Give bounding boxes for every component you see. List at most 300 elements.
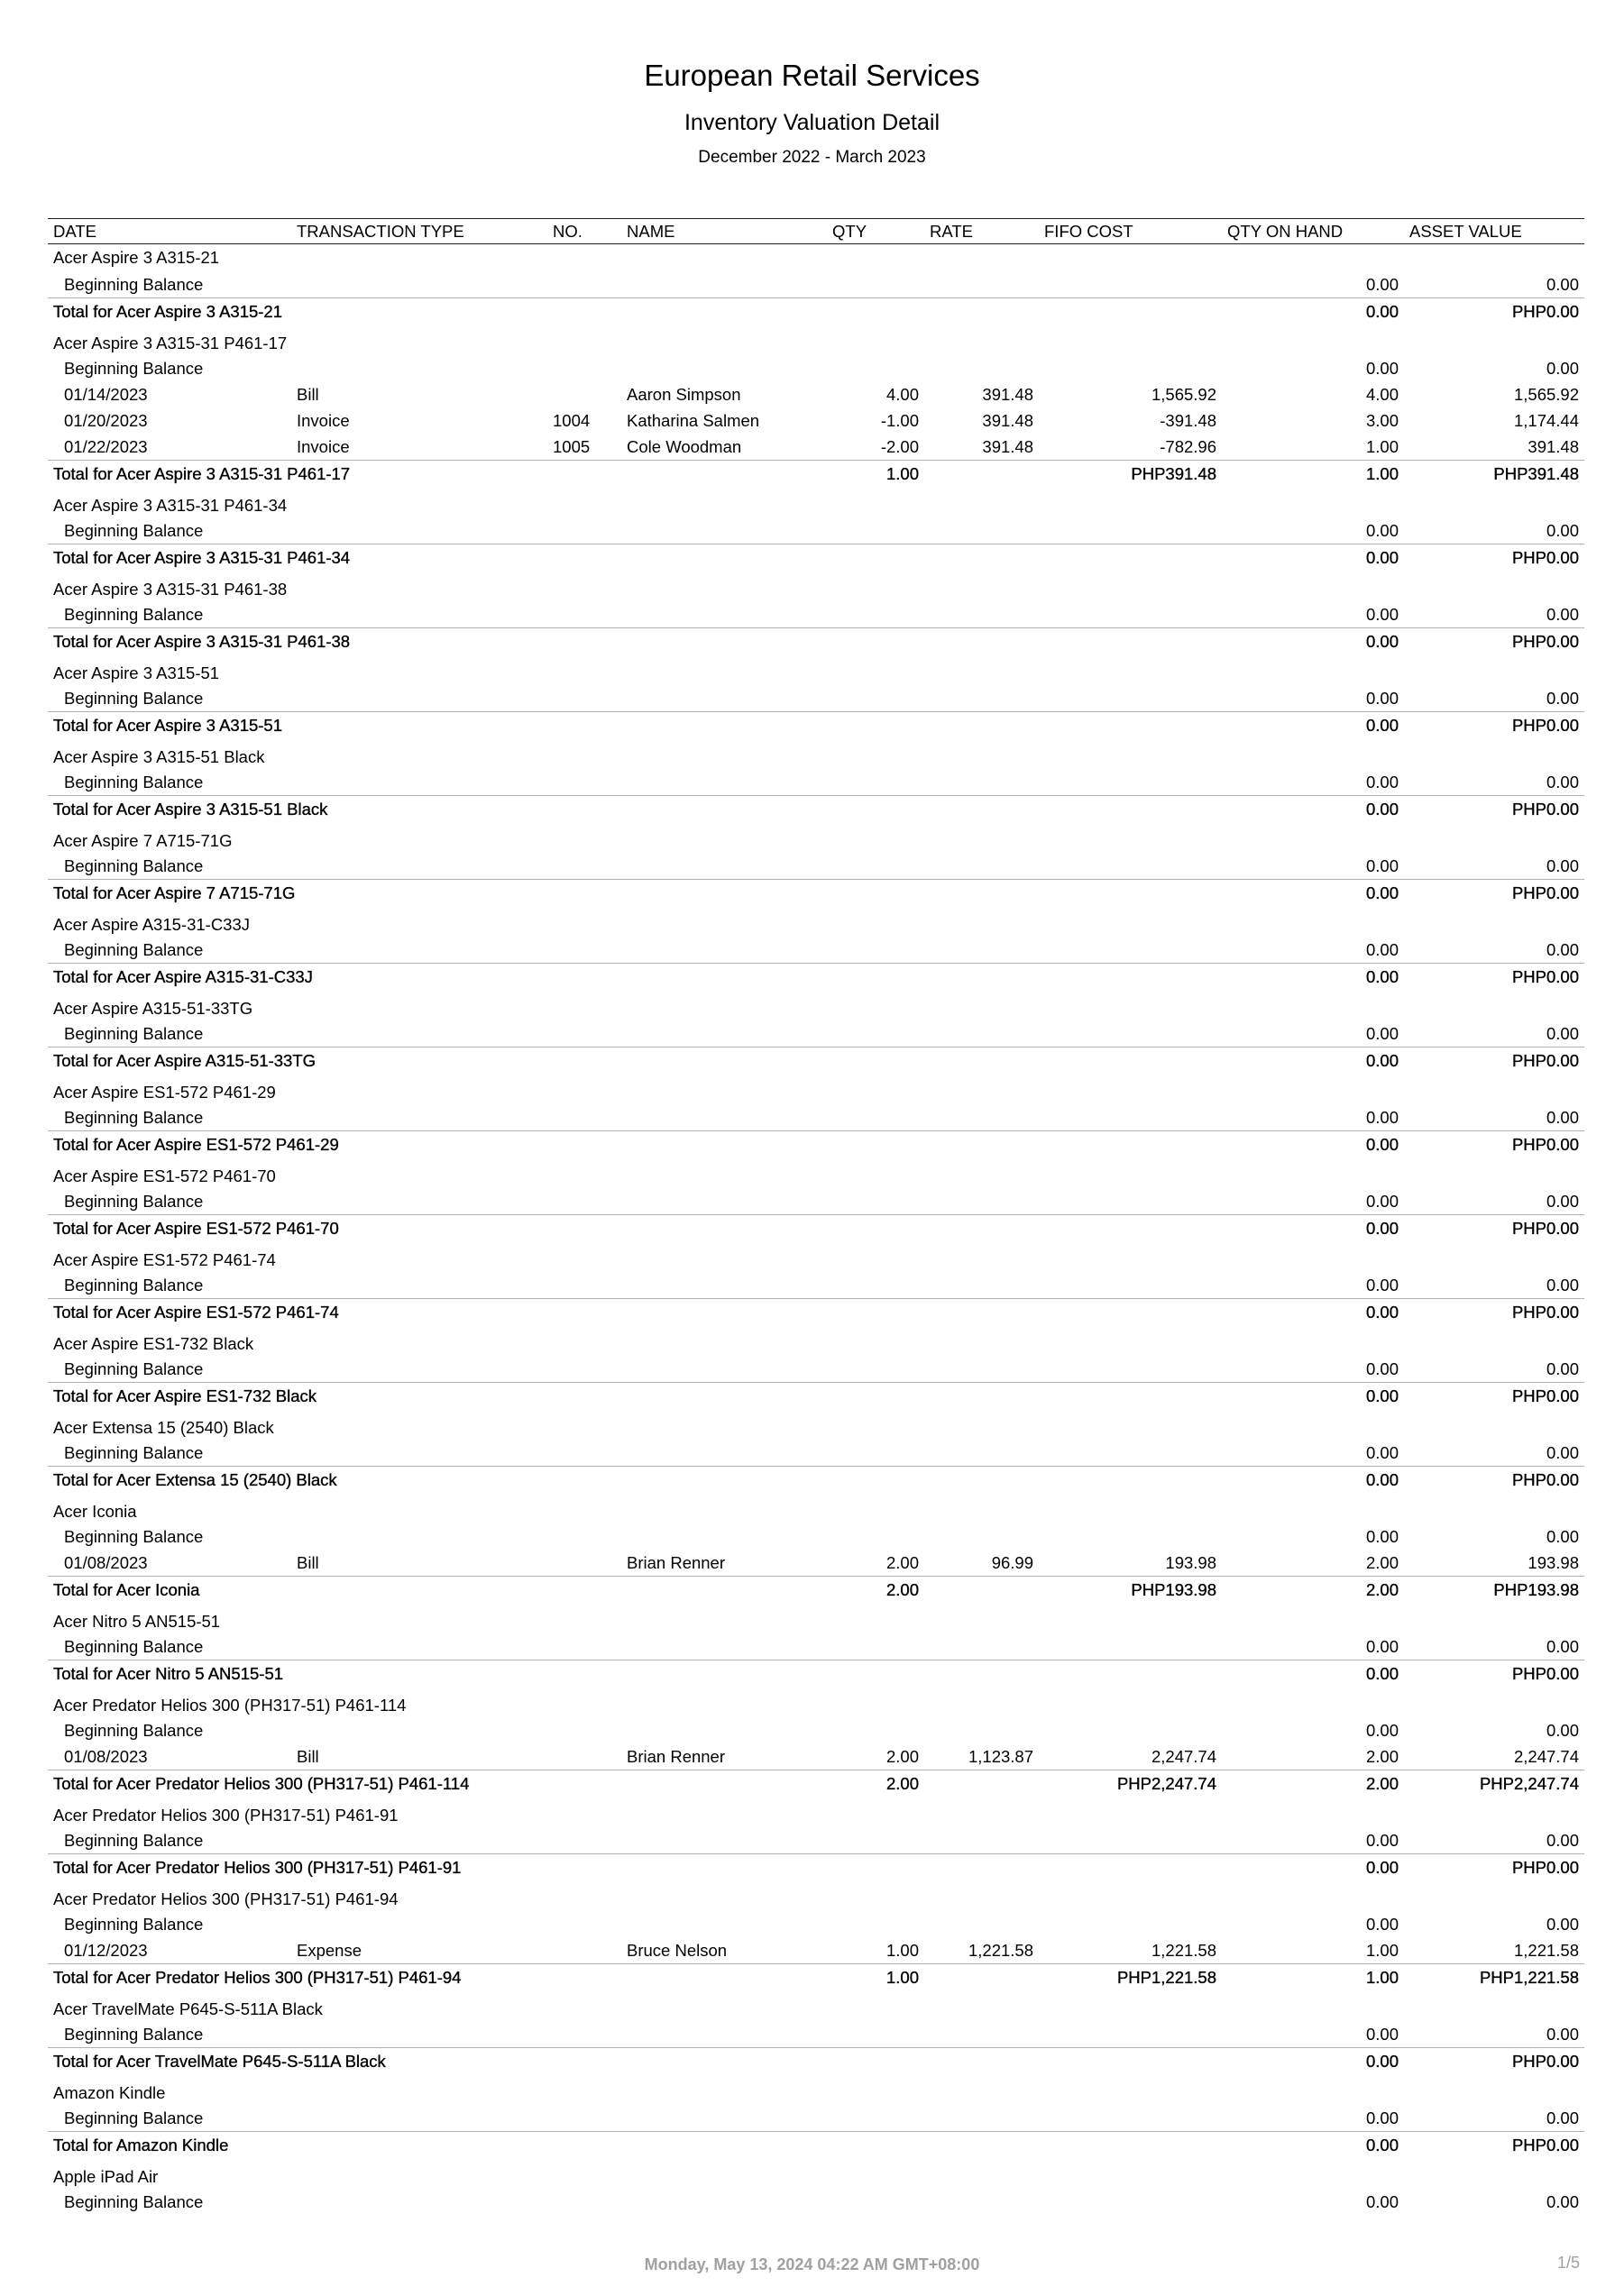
cell-fifo: 2,247.74 — [1151, 1746, 1216, 1766]
cell-onhand: 2.00 — [1365, 1746, 1399, 1766]
transaction-row — [48, 1020, 1584, 1047]
cell-asset: 0.00 — [1546, 520, 1579, 540]
total-label: Total for Acer Aspire 3 A315-51 — [48, 712, 827, 739]
total-label: Total for Acer Aspire 3 A315-31 P461-17 — [48, 461, 827, 488]
cell-no — [547, 517, 621, 544]
item-name: Acer Aspire A315-51-33TG — [53, 999, 253, 1018]
cell-fifo — [1039, 1272, 1222, 1299]
cell-type — [291, 937, 547, 964]
cell-date: Beginning Balance — [64, 1526, 204, 1546]
cell-no — [547, 1188, 621, 1215]
cell-qty — [827, 1827, 924, 1854]
item-name: Acer Aspire ES1-572 P461-29 — [53, 1083, 276, 1102]
item-total-row — [48, 1467, 1584, 1494]
cell-no — [547, 1633, 621, 1660]
cell-date: 01/08/2023 — [64, 1552, 148, 1572]
cell-name — [621, 1633, 827, 1660]
cell-fifo: 193.98 — [1165, 1552, 1216, 1572]
cell-rate: 391.48 — [982, 410, 1033, 430]
total-fifo-cost — [1039, 964, 1222, 991]
item-total-row — [48, 1964, 1584, 1991]
cell-qty — [827, 1440, 924, 1467]
total-qty-on-hand: 0.00 — [1222, 1215, 1404, 1242]
transaction-row — [48, 1356, 1584, 1383]
cell-name — [621, 685, 827, 712]
cell-asset: 0.00 — [1546, 1191, 1579, 1211]
item-name: Acer Aspire 3 A315-21 — [53, 248, 220, 267]
cell-onhand: 1.00 — [1365, 1940, 1399, 1960]
cell-qty — [827, 2105, 924, 2132]
cell-rate — [924, 1020, 1039, 1047]
cell-no — [547, 685, 621, 712]
cell-rate — [924, 1272, 1039, 1299]
cell-rate — [924, 937, 1039, 964]
cell-no — [547, 381, 621, 407]
cell-qty — [827, 1104, 924, 1131]
item-total-row — [48, 1215, 1584, 1242]
transaction-row — [48, 1440, 1584, 1467]
cell-onhand: 0.00 — [1365, 1914, 1399, 1934]
cell-onhand: 1.00 — [1365, 436, 1399, 456]
cell-onhand: 0.00 — [1365, 1526, 1399, 1546]
cell-type — [291, 271, 547, 298]
cell-asset: 0.00 — [1546, 2024, 1579, 2044]
cell-asset: 391.48 — [1528, 436, 1579, 456]
total-asset-value: PHP0.00 — [1404, 1383, 1584, 1410]
total-qty-on-hand: 0.00 — [1222, 1131, 1404, 1158]
cell-no: 1004 — [553, 410, 591, 430]
cell-date: Beginning Balance — [64, 1442, 204, 1462]
total-rate-empty — [924, 2048, 1039, 2075]
total-asset-value: PHP0.00 — [1404, 2132, 1584, 2159]
cell-fifo — [1039, 1104, 1222, 1131]
cell-no: 1005 — [553, 436, 591, 456]
cell-type — [291, 601, 547, 628]
item-total-row — [48, 1131, 1584, 1158]
cell-qty: -1.00 — [880, 410, 919, 430]
cell-onhand: 0.00 — [1365, 1358, 1399, 1378]
cell-no — [547, 1743, 621, 1770]
total-qty-on-hand: 0.00 — [1222, 1299, 1404, 1326]
cell-name — [621, 769, 827, 796]
cell-no — [547, 1356, 621, 1383]
item-name: Acer Aspire 7 A715-71G — [53, 831, 233, 850]
cell-rate — [924, 2021, 1039, 2048]
total-label: Total for Acer Aspire 3 A315-31 P461-38 — [48, 628, 827, 655]
cell-asset: 0.00 — [1546, 1442, 1579, 1462]
total-label: Total for Acer Extensa 15 (2540) Black — [48, 1467, 827, 1494]
cell-no — [547, 1104, 621, 1131]
transaction-row — [48, 601, 1584, 628]
cell-fifo: -782.96 — [1160, 436, 1216, 456]
cell-rate — [924, 1523, 1039, 1550]
col-header-no: NO. — [547, 219, 621, 244]
item-total-row — [48, 1770, 1584, 1797]
transaction-row — [48, 2105, 1584, 2132]
item-total-row — [48, 2132, 1584, 2159]
transaction-row — [48, 381, 1584, 407]
item-total-row — [48, 1299, 1584, 1326]
cell-date: Beginning Balance — [64, 1720, 204, 1740]
cell-onhand: 0.00 — [1365, 1191, 1399, 1211]
report-title: Inventory Valuation Detail — [684, 110, 940, 135]
cell-type — [291, 1188, 547, 1215]
total-asset-value: PHP0.00 — [1404, 1215, 1584, 1242]
cell-name — [621, 1523, 827, 1550]
cell-date: Beginning Balance — [64, 604, 204, 624]
total-asset-value: PHP2,247.74 — [1404, 1770, 1584, 1797]
item-name: Acer Aspire 3 A315-31 P461-34 — [53, 496, 288, 515]
total-qty: 2.00 — [827, 1577, 924, 1604]
cell-date: Beginning Balance — [64, 520, 204, 540]
col-header-asset-value: ASSET VALUE — [1404, 219, 1584, 244]
total-label: Total for Acer Predator Helios 300 (PH317-51) P461-114 — [48, 1770, 827, 1797]
cell-type — [291, 2189, 547, 2215]
transaction-row — [48, 1717, 1584, 1743]
cell-rate — [924, 601, 1039, 628]
cell-qty: -2.00 — [880, 436, 919, 456]
total-fifo-cost — [1039, 1854, 1222, 1881]
cell-name — [621, 271, 827, 298]
cell-date: 01/14/2023 — [64, 384, 148, 404]
total-fifo-cost — [1039, 544, 1222, 572]
report-header — [0, 56, 1624, 169]
transaction-row — [48, 1188, 1584, 1215]
total-rate-empty — [924, 461, 1039, 488]
cell-type — [291, 1717, 547, 1743]
cell-name: Aaron Simpson — [627, 384, 741, 404]
report-body — [48, 244, 1584, 2216]
transaction-row — [48, 355, 1584, 381]
transaction-row — [48, 434, 1584, 461]
cell-asset: 0.00 — [1546, 772, 1579, 791]
item-group-header — [48, 1880, 1584, 1911]
total-rate-empty — [924, 1964, 1039, 1991]
total-label: Total for Acer Predator Helios 300 (PH317-51) P461-91 — [48, 1854, 827, 1881]
total-fifo-cost: PHP1,221.58 — [1039, 1964, 1222, 1991]
cell-name — [621, 1188, 827, 1215]
cell-name: Cole Woodman — [627, 436, 742, 456]
total-qty — [827, 1131, 924, 1158]
transaction-row — [48, 2021, 1584, 2048]
total-label: Total for Acer Aspire 7 A715-71G — [48, 880, 827, 907]
cell-fifo — [1039, 1827, 1222, 1854]
cell-rate — [924, 1717, 1039, 1743]
item-group-header — [48, 244, 1584, 272]
item-total-row — [48, 1383, 1584, 1410]
cell-onhand: 0.00 — [1365, 358, 1399, 378]
cell-qty — [827, 1188, 924, 1215]
cell-date: Beginning Balance — [64, 855, 204, 875]
cell-qty: 1.00 — [885, 1940, 919, 1960]
cell-fifo — [1039, 601, 1222, 628]
total-asset-value: PHP0.00 — [1404, 2048, 1584, 2075]
cell-fifo — [1039, 1440, 1222, 1467]
cell-fifo — [1039, 1020, 1222, 1047]
total-label: Total for Acer Aspire ES1-732 Black — [48, 1383, 827, 1410]
total-qty-on-hand: 2.00 — [1222, 1770, 1404, 1797]
item-group-header — [48, 2158, 1584, 2189]
total-qty — [827, 2132, 924, 2159]
transaction-row — [48, 769, 1584, 796]
cell-date: Beginning Balance — [64, 2108, 204, 2127]
total-rate-empty — [924, 1299, 1039, 1326]
cell-asset: 0.00 — [1546, 688, 1579, 708]
total-fifo-cost — [1039, 1047, 1222, 1075]
cell-date: 01/20/2023 — [64, 410, 148, 430]
transaction-row — [48, 1911, 1584, 1937]
cell-fifo — [1039, 937, 1222, 964]
total-asset-value: PHP0.00 — [1404, 1854, 1584, 1881]
cell-name — [621, 853, 827, 880]
cell-no — [547, 1272, 621, 1299]
cell-date: Beginning Balance — [64, 1358, 204, 1378]
cell-fifo — [1039, 2105, 1222, 2132]
cell-rate — [924, 517, 1039, 544]
cell-fifo: 1,221.58 — [1151, 1940, 1216, 1960]
cell-date: 01/12/2023 — [64, 1940, 148, 1960]
total-qty-on-hand: 0.00 — [1222, 544, 1404, 572]
cell-qty: 2.00 — [885, 1552, 919, 1572]
cell-type — [291, 355, 547, 381]
cell-type: Expense — [297, 1940, 362, 1960]
total-rate-empty — [924, 1047, 1039, 1075]
cell-type — [291, 853, 547, 880]
cell-no — [547, 355, 621, 381]
total-rate-empty — [924, 1660, 1039, 1688]
total-qty — [827, 628, 924, 655]
total-asset-value: PHP0.00 — [1404, 796, 1584, 823]
total-asset-value: PHP0.00 — [1404, 1131, 1584, 1158]
item-name: Acer Iconia — [53, 1502, 137, 1521]
cell-fifo — [1039, 517, 1222, 544]
inventory-valuation-table — [48, 218, 1584, 2215]
total-fifo-cost — [1039, 1299, 1222, 1326]
cell-type: Bill — [297, 1746, 319, 1766]
item-total-row — [48, 2048, 1584, 2075]
cell-rate — [924, 2105, 1039, 2132]
cell-date: Beginning Balance — [64, 274, 204, 294]
item-name: Acer Aspire 3 A315-51 Black — [53, 747, 265, 766]
cell-type — [291, 2021, 547, 2048]
cell-type — [291, 685, 547, 712]
transaction-row — [48, 1937, 1584, 1964]
total-qty-on-hand: 0.00 — [1222, 1047, 1404, 1075]
cell-onhand: 0.00 — [1365, 2108, 1399, 2127]
cell-date: Beginning Balance — [64, 358, 204, 378]
cell-asset: 0.00 — [1546, 1275, 1579, 1294]
item-name: Acer Predator Helios 300 (PH317-51) P461-114 — [53, 1696, 407, 1715]
item-total-row — [48, 298, 1584, 325]
cell-qty — [827, 1356, 924, 1383]
cell-onhand: 0.00 — [1365, 520, 1399, 540]
cell-fifo — [1039, 769, 1222, 796]
item-group-header — [48, 654, 1584, 685]
cell-name: Bruce Nelson — [627, 1940, 728, 1960]
total-rate-empty — [924, 628, 1039, 655]
total-rate-empty — [924, 796, 1039, 823]
item-name: Acer Predator Helios 300 (PH317-51) P461-91 — [53, 1806, 399, 1825]
total-rate-empty — [924, 964, 1039, 991]
item-group-header — [48, 990, 1584, 1020]
item-total-row — [48, 964, 1584, 991]
total-fifo-cost — [1039, 298, 1222, 325]
item-group-header — [48, 738, 1584, 769]
total-rate-empty — [924, 1467, 1039, 1494]
total-fifo-cost: PHP391.48 — [1039, 461, 1222, 488]
cell-name: Katharina Salmen — [627, 410, 760, 430]
total-rate-empty — [924, 544, 1039, 572]
cell-asset: 0.00 — [1546, 855, 1579, 875]
cell-name — [621, 2105, 827, 2132]
cell-asset: 2,247.74 — [1513, 1746, 1579, 1766]
total-label: Total for Acer Aspire A315-51-33TG — [48, 1047, 827, 1075]
cell-qty: 2.00 — [885, 1746, 919, 1766]
total-qty — [827, 1383, 924, 1410]
total-rate-empty — [924, 2132, 1039, 2159]
cell-type — [291, 1020, 547, 1047]
cell-fifo — [1039, 2021, 1222, 2048]
cell-name — [621, 1104, 827, 1131]
cell-onhand: 4.00 — [1365, 384, 1399, 404]
item-group-header — [48, 2074, 1584, 2105]
total-label: Total for Acer Aspire ES1-572 P461-70 — [48, 1215, 827, 1242]
transaction-row — [48, 1523, 1584, 1550]
transaction-row — [48, 1633, 1584, 1660]
footer-timestamp: Monday, May 13, 2024 04:22 AM GMT+08:00 — [644, 2255, 980, 2273]
cell-asset: 0.00 — [1546, 1023, 1579, 1043]
cell-no — [547, 271, 621, 298]
cell-onhand: 0.00 — [1365, 1830, 1399, 1850]
item-name: Acer Aspire ES1-572 P461-70 — [53, 1166, 276, 1185]
cell-type — [291, 1633, 547, 1660]
total-asset-value: PHP0.00 — [1404, 1299, 1584, 1326]
cell-no — [547, 601, 621, 628]
total-asset-value: PHP0.00 — [1404, 544, 1584, 572]
transaction-row — [48, 407, 1584, 434]
cell-asset: 193.98 — [1528, 1552, 1579, 1572]
cell-date: Beginning Balance — [64, 2024, 204, 2044]
total-asset-value: PHP0.00 — [1404, 964, 1584, 991]
cell-asset: 0.00 — [1546, 358, 1579, 378]
total-qty-on-hand: 0.00 — [1222, 1854, 1404, 1881]
cell-date: Beginning Balance — [64, 1107, 204, 1127]
page-number: 1/5 — [1556, 2254, 1580, 2272]
cell-rate — [924, 1356, 1039, 1383]
total-qty-on-hand: 0.00 — [1222, 2048, 1404, 2075]
item-total-row — [48, 1854, 1584, 1881]
total-qty-on-hand: 0.00 — [1222, 712, 1404, 739]
cell-type: Bill — [297, 384, 319, 404]
cell-date: Beginning Balance — [64, 1023, 204, 1043]
cell-rate — [924, 853, 1039, 880]
item-name: Apple iPad Air — [53, 2167, 159, 2186]
total-qty — [827, 544, 924, 572]
transaction-row — [48, 1550, 1584, 1577]
item-total-row — [48, 1047, 1584, 1075]
cell-onhand: 0.00 — [1365, 2191, 1399, 2211]
cell-name — [621, 517, 827, 544]
cell-qty — [827, 1717, 924, 1743]
total-qty — [827, 712, 924, 739]
item-total-row — [48, 628, 1584, 655]
cell-type — [291, 769, 547, 796]
total-fifo-cost — [1039, 796, 1222, 823]
cell-rate: 1,221.58 — [968, 1940, 1033, 1960]
cell-name — [621, 2021, 827, 2048]
total-qty — [827, 1215, 924, 1242]
cell-name — [621, 937, 827, 964]
cell-qty: 4.00 — [885, 384, 919, 404]
total-asset-value: PHP0.00 — [1404, 628, 1584, 655]
item-group-header — [48, 906, 1584, 937]
cell-onhand: 0.00 — [1365, 855, 1399, 875]
item-group-header — [48, 1157, 1584, 1188]
cell-fifo — [1039, 271, 1222, 298]
cell-date: Beginning Balance — [64, 1914, 204, 1934]
total-fifo-cost — [1039, 1215, 1222, 1242]
total-rate-empty — [924, 1215, 1039, 1242]
cell-no — [547, 2021, 621, 2048]
item-name: Acer Aspire 3 A315-31 P461-38 — [53, 580, 288, 599]
cell-fifo — [1039, 853, 1222, 880]
item-name: Acer Aspire ES1-732 Black — [53, 1334, 254, 1353]
total-asset-value: PHP1,221.58 — [1404, 1964, 1584, 1991]
cell-no — [547, 1717, 621, 1743]
item-total-row — [48, 461, 1584, 488]
cell-asset: 0.00 — [1546, 1720, 1579, 1740]
total-label: Total for Acer Iconia — [48, 1577, 827, 1604]
cell-name — [621, 2189, 827, 2215]
cell-name — [621, 1827, 827, 1854]
item-group-header — [48, 1603, 1584, 1633]
item-name: Acer Aspire ES1-572 P461-74 — [53, 1250, 276, 1269]
cell-type — [291, 1440, 547, 1467]
cell-asset: 0.00 — [1546, 1358, 1579, 1378]
cell-rate: 96.99 — [991, 1552, 1033, 1572]
cell-onhand: 0.00 — [1365, 1720, 1399, 1740]
col-header-qty: QTY — [827, 219, 924, 244]
cell-rate — [924, 685, 1039, 712]
cell-name — [621, 1717, 827, 1743]
total-qty-on-hand: 0.00 — [1222, 1467, 1404, 1494]
cell-rate — [924, 271, 1039, 298]
cell-type — [291, 2105, 547, 2132]
item-name: Acer Aspire A315-31-C33J — [53, 915, 251, 934]
total-label: Total for Acer Aspire 3 A315-21 — [48, 298, 827, 325]
cell-name — [621, 1272, 827, 1299]
total-qty: 1.00 — [827, 1964, 924, 1991]
total-fifo-cost — [1039, 628, 1222, 655]
cell-qty — [827, 937, 924, 964]
col-header-qty-on-hand: QTY ON HAND — [1222, 219, 1404, 244]
total-asset-value: PHP0.00 — [1404, 1047, 1584, 1075]
item-group-header — [48, 487, 1584, 517]
total-asset-value: PHP0.00 — [1404, 1660, 1584, 1688]
item-total-row — [48, 1660, 1584, 1688]
cell-name — [621, 601, 827, 628]
total-qty-on-hand: 2.00 — [1222, 1577, 1404, 1604]
total-label: Total for Amazon Kindle — [48, 2132, 827, 2159]
cell-qty — [827, 1911, 924, 1937]
cell-name: Brian Renner — [627, 1552, 726, 1572]
total-label: Total for Acer Predator Helios 300 (PH317-51) P461-94 — [48, 1964, 827, 1991]
total-fifo-cost — [1039, 880, 1222, 907]
cell-rate — [924, 1104, 1039, 1131]
total-qty-on-hand: 0.00 — [1222, 1383, 1404, 1410]
total-asset-value: PHP0.00 — [1404, 880, 1584, 907]
cell-onhand: 0.00 — [1365, 1275, 1399, 1294]
